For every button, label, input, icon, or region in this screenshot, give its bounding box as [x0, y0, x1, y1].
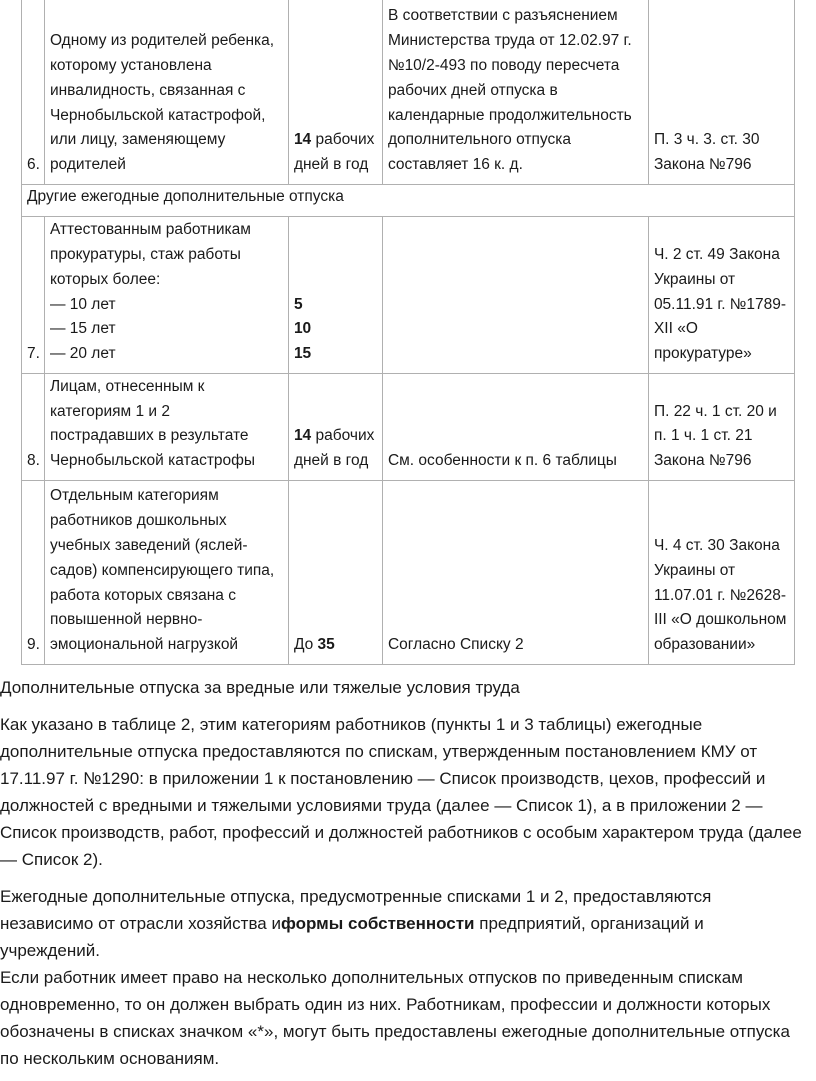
- text-line: образовании»: [653, 636, 756, 654]
- text-line: Как указано в таблице 2, этим категориям работников (пункты 1 и 3 таблицы) ежегодные: [0, 715, 703, 734]
- text-line: учебных заведений (яслей-: [49, 537, 248, 555]
- law-cell: [648, 0, 794, 185]
- paragraph: [0, 964, 816, 1072]
- text-line: Ч. 4 ст. 30 Закона: [653, 537, 780, 555]
- text-line: Министерства труда от 12.02.97 г.: [387, 32, 632, 50]
- table-row: [22, 374, 795, 481]
- section-header: Другие ежегодные дополнительные отпуска: [22, 185, 795, 217]
- days-value: 5: [293, 295, 303, 313]
- law-cell: [648, 374, 794, 481]
- text-line: Одному из родителей ребенка,: [49, 32, 275, 50]
- days-cell: [288, 217, 382, 374]
- text-line: Чернобыльской катастрофой,: [49, 106, 266, 124]
- text-line: См. особенности к п. 6 таблицы: [387, 452, 617, 470]
- text-line: [294, 424, 378, 449]
- note-cell: [382, 481, 648, 665]
- law-cell: [648, 217, 794, 374]
- days-prefix: До: [293, 636, 318, 654]
- text-line: Отдельным категориям: [49, 487, 219, 505]
- table-row: [22, 217, 795, 374]
- text-line: Чернобыльской катастрофы: [49, 452, 256, 470]
- text-line: обозначены в списках значком «*», могут быть предоставлены ежегодные дополнительные отпуска: [0, 1022, 790, 1041]
- text-line: садов) компенсирующего типа,: [49, 561, 275, 579]
- text-line: родителей: [49, 156, 126, 174]
- paragraph: [0, 883, 816, 964]
- text-line: дополнительные отпуска предоставляются по спискам, утвержденным постановлением КМУ от: [0, 742, 758, 761]
- text-line: — 15 лет: [49, 320, 116, 338]
- text-line: учреждений.: [0, 941, 100, 960]
- days-value: 15: [293, 345, 312, 363]
- days-unit: рабочих: [311, 131, 375, 149]
- text-line: или лицу, заменяющему: [49, 131, 226, 149]
- text-line: 11.07.01 г. №2628-: [653, 586, 787, 604]
- text-line: пострадавших в результате: [49, 427, 249, 445]
- text-line: 17.11.97 г. №1290: в приложении 1 к постановлению — Список производств, цехов, профессий и: [0, 769, 766, 788]
- section-heading: Дополнительные отпуска за вредные или тяжелые условия труда: [0, 678, 520, 697]
- text-line: [294, 633, 378, 658]
- table-row: [22, 0, 795, 185]
- text-line: Если работник имеет право на несколько дополнительных отпусков по приведенным спискам: [0, 968, 743, 987]
- text-line: В соответствии с разъяснением: [387, 7, 618, 25]
- text-line: инвалидность, связанная с: [49, 81, 246, 99]
- text-line: П. 3 ч. 3. ст. 30: [653, 131, 760, 149]
- text-line: — 20 лет: [49, 345, 116, 363]
- text-line: Лицам, отнесенным к: [49, 377, 205, 395]
- note-cell: [382, 217, 648, 374]
- text-span: предприятий, организаций и: [474, 914, 704, 933]
- text-line: эмоциональной нагрузкой: [49, 636, 239, 654]
- text-line: III «О дошкольном: [653, 611, 787, 629]
- note-cell: [382, 0, 648, 185]
- text-line: составляет 16 к. д.: [387, 156, 523, 174]
- text-line: рабочих дней отпуска в: [387, 81, 558, 99]
- text-line: должностей с вредными и тяжелыми условиями труда (далее — Список 1), а в приложении 2 —: [0, 796, 763, 815]
- text-line: п. 1 ч. 1 ст. 21: [653, 427, 753, 445]
- row-number: 9.: [22, 481, 45, 665]
- category-cell: [44, 217, 288, 374]
- category-cell: [44, 0, 288, 185]
- category-cell: [44, 481, 288, 665]
- text-line: 05.11.91 г. №1789-: [653, 295, 787, 313]
- text-line: Список производств, работ, профессий и должностей работников с особым характером труда (далее: [0, 823, 802, 842]
- days-value: 35: [317, 636, 335, 654]
- days-value: 10: [293, 320, 312, 338]
- days-cell: [288, 374, 382, 481]
- text-line: повышенной нервно-: [49, 611, 203, 629]
- text-line: Согласно Списку 2: [387, 636, 524, 654]
- leave-table: [21, 0, 795, 665]
- days-unit: рабочих: [311, 427, 375, 445]
- text-line: П. 22 ч. 1 ст. 20 и: [653, 402, 777, 420]
- text-span: независимо от отрасли хозяйства и: [0, 914, 281, 933]
- note-cell: [382, 374, 648, 481]
- text-line: которому установлена: [49, 57, 212, 75]
- text-line: одновременно, то он должен выбрать один из них. Работникам, профессии и должности которых: [0, 995, 771, 1014]
- text-line: XII «О: [653, 320, 698, 338]
- text-line: работников дошкольных: [49, 512, 227, 530]
- text-line: дней в год: [293, 156, 369, 174]
- row-number: 7.: [22, 217, 45, 374]
- category-cell: [44, 374, 288, 481]
- text-line: дней в год: [293, 452, 369, 470]
- paragraph: [0, 711, 816, 873]
- days-value: 14: [293, 427, 312, 445]
- text-line: — 10 лет: [49, 295, 116, 313]
- text-line: №10/2-493 по поводу пересчета: [387, 57, 620, 75]
- text-line: календарные продолжительность: [387, 106, 632, 124]
- text-line: прокуратуры, стаж работы: [49, 246, 241, 264]
- text-line: работа которых связана с: [49, 586, 236, 604]
- row-number: 8.: [22, 374, 45, 481]
- row-number: 6.: [22, 0, 45, 185]
- bold-term: формы собственности: [280, 914, 475, 933]
- text-line: Ежегодные дополнительные отпуска, предусмотренные списками 1 и 2, предоставляются: [0, 887, 712, 906]
- text-line: — Список 2).: [0, 850, 103, 869]
- text-line: Украины от: [653, 270, 736, 288]
- text-line: [0, 910, 816, 937]
- text-line: Закона №796: [653, 156, 752, 174]
- law-cell: [648, 481, 794, 665]
- text-line: Украины от: [653, 561, 736, 579]
- days-value: 14: [293, 131, 312, 149]
- days-cell: [288, 0, 382, 185]
- text-line: по нескольким основаниям.: [0, 1049, 220, 1068]
- text-line: Аттестованным работникам: [49, 221, 251, 239]
- text-line: дополнительного отпуска: [387, 131, 571, 149]
- table-row: [22, 481, 795, 665]
- text-line: прокуратуре»: [653, 345, 752, 363]
- text-line: категориям 1 и 2: [49, 402, 170, 420]
- text-line: Ч. 2 ст. 49 Закона: [653, 246, 780, 264]
- text-line: [294, 128, 378, 153]
- section-header-row: [22, 185, 795, 217]
- text-line: Закона №796: [653, 452, 752, 470]
- text-line: которых более:: [49, 270, 161, 288]
- days-cell: [288, 481, 382, 665]
